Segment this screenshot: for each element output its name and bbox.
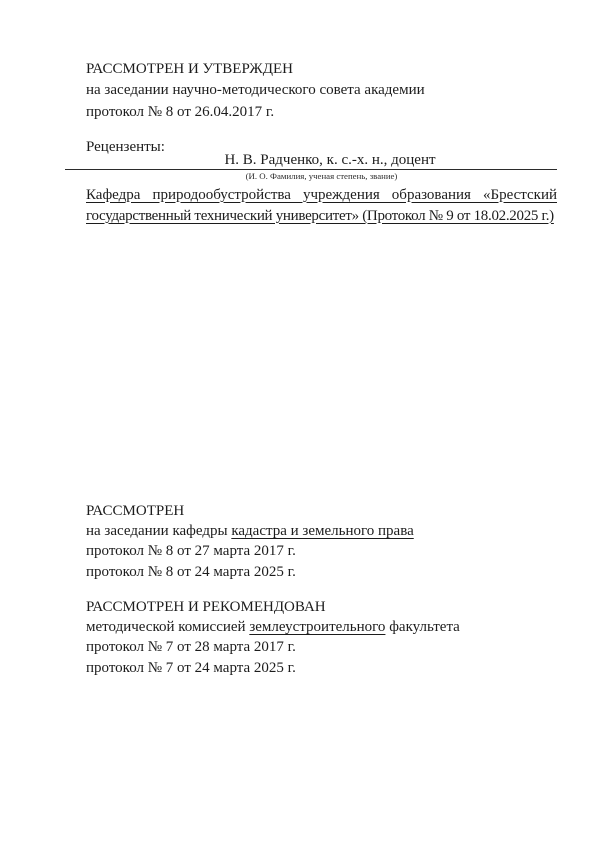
reviewer-signature-line [65,151,557,170]
reviewed-title: РАССМОТРЕН [86,503,185,519]
reviewed-block [86,501,570,582]
reviewed-meeting-line [86,521,570,541]
reviewed-protocol-line-2: протокол № 8 от 24 марта 2025 г. [86,563,296,580]
recommended-protocol-line-2: протокол № 7 от 24 марта 2025 г. [86,659,296,676]
recommended-title: РАССМОТРЕН И РЕКОМЕНДОВАН [86,599,326,615]
department-line-1: Кафедра природообустройства учреждения образования «Брестский [86,186,557,203]
recommended-commission-prefix: методической комиссией [86,619,250,636]
recommended-protocol-line-1: протокол № 7 от 28 марта 2017 г. [86,639,296,656]
recommended-commission-underlined: землеустроительного [249,619,386,636]
reviewed-protocol-line-1: протокол № 8 от 27 марта 2017 г. [86,543,296,560]
department-line-2: государственный технический университет» (Протокол № 9 от 18.02.2025 г.) [86,207,554,224]
reviewer-name: Н. В. Радченко, к. с.-х. н., доцент [224,152,436,168]
reviewed-meeting-prefix: на заседании кафедры [86,523,232,540]
approved-meeting-line: на заседании научно-методического совета академии [86,82,425,99]
reviewers-label: Рецензенты: [86,139,165,155]
reviewed-meeting-underlined: кадастра и земельного права [231,523,414,540]
recommended-commission-suffix: факультета [385,619,460,636]
approved-title: РАССМОТРЕН И УТВЕРЖДЕН [86,61,293,77]
approved-block [86,59,570,123]
recommended-commission-line [86,617,570,637]
reviewer-name-caption: (И. О. Фамилия, ученая степень, звание) [245,171,398,181]
recommended-block [86,597,570,678]
approved-protocol-line: протокол № 8 от 26.04.2017 г. [86,103,275,120]
